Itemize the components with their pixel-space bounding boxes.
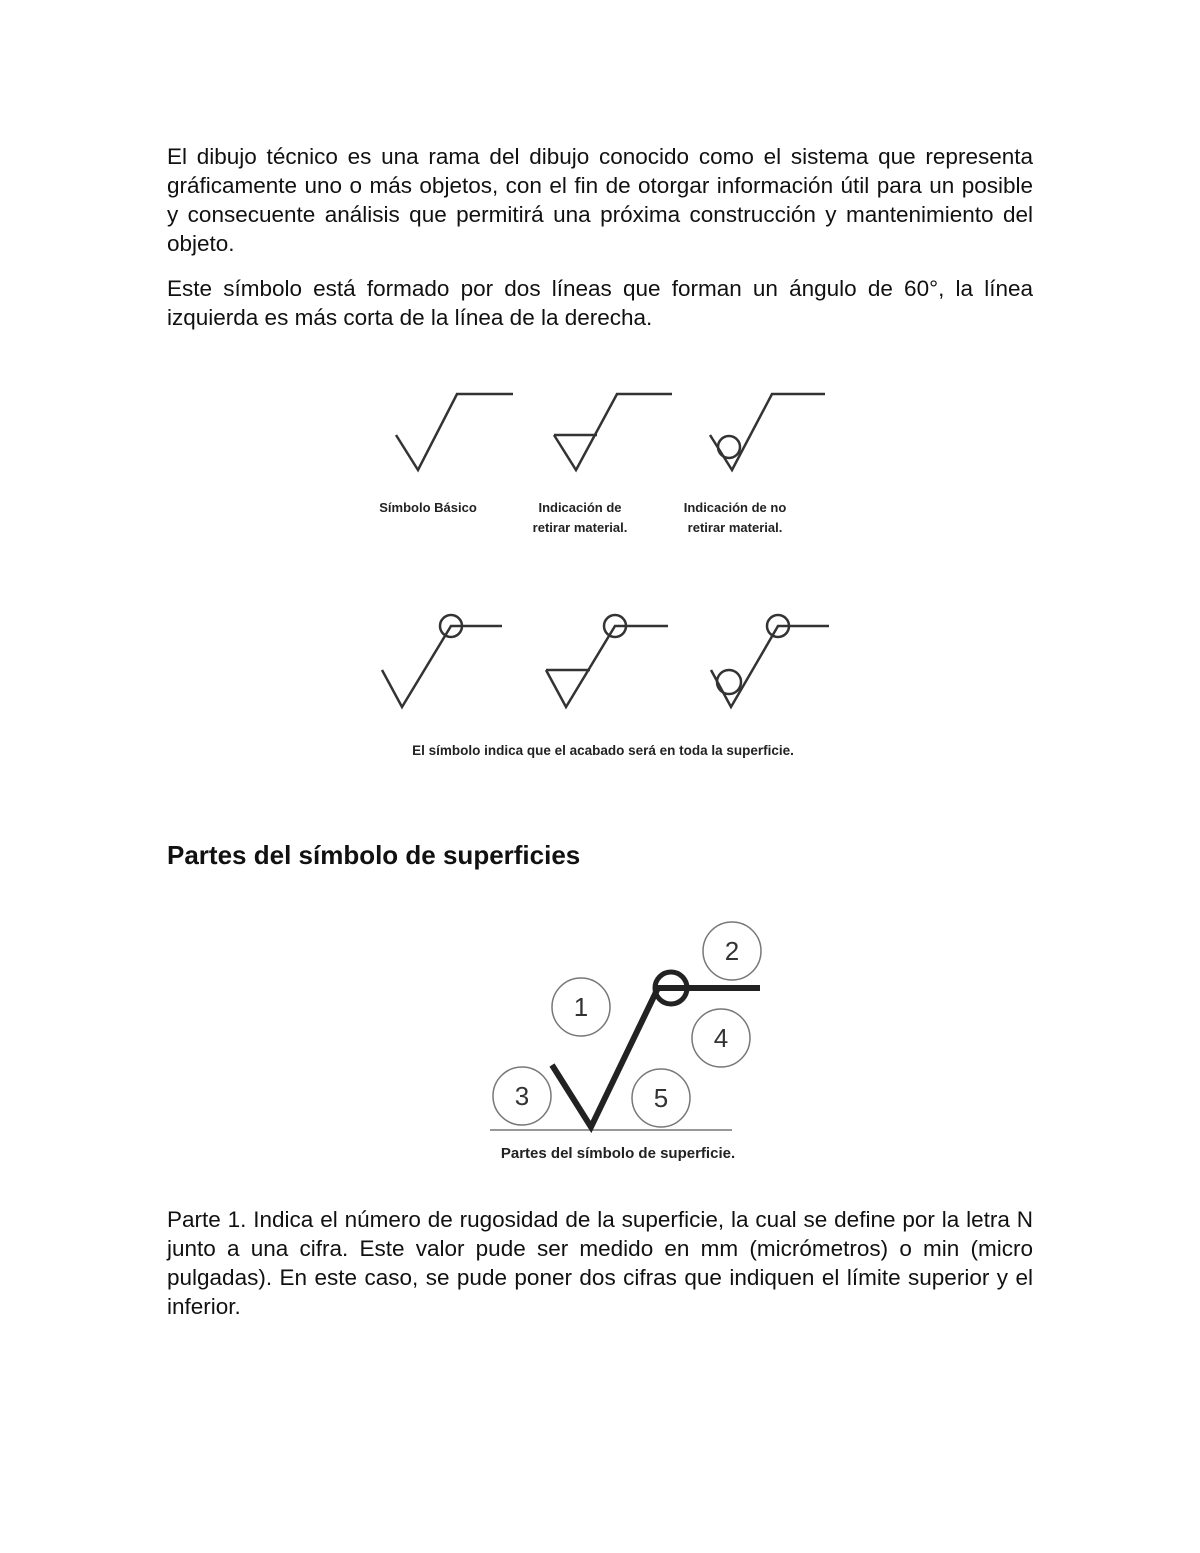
all-around-remove-icon — [546, 626, 668, 707]
figure-basic-symbols — [360, 360, 840, 550]
paragraph-intro: El dibujo técnico es una rama del dibujo conocido como el sistema que representa gráficamente uno o más objetos, con el fin de otorgar información útil para un posible y consecuente análisis que permitirá una próxima construcción y mantenimiento del objeto. — [167, 144, 1033, 256]
caption-noremove-line2: retirar material. — [687, 520, 783, 535]
basic-symbol-icon — [396, 394, 513, 470]
paragraph-symbol-description: Este símbolo está formado por dos líneas que forman un ángulo de 60°, la línea izquierda es más corta de la línea de la derecha. — [167, 276, 1033, 330]
all-around-noremove-inner-circle-icon — [717, 670, 741, 694]
figure-symbol-parts — [480, 910, 780, 1175]
caption-remove-line1: Indicación de — [538, 500, 622, 515]
part-3-label: 3 — [514, 1081, 530, 1111]
caption-all-around: El símbolo indica que el acabado será en toda la superficie. — [412, 743, 794, 758]
part-5-label: 5 — [653, 1083, 669, 1113]
part-2-label: 2 — [724, 936, 740, 966]
figure-all-around-symbols — [360, 590, 870, 770]
no-remove-material-circle-icon — [718, 436, 740, 458]
section-heading: Partes del símbolo de superficies — [167, 840, 581, 870]
remove-material-symbol-icon — [554, 394, 672, 470]
paragraph-part-1: Parte 1. Indica el número de rugosidad de la superficie, la cual se define por la letra N junto a una cifra. Este valor pude ser medido en mm (micrómetros) o min (micro pulgadas). En este caso, se pude poner dos cifras que indiquen el límite superior y el inferior. — [167, 1207, 1033, 1319]
all-around-basic-icon — [382, 626, 502, 707]
part-1-label: 1 — [573, 992, 589, 1022]
caption-symbol-parts: Partes del símbolo de superficie. — [500, 1145, 736, 1162]
caption-basic-symbol: Símbolo Básico — [379, 500, 477, 515]
part-4-label: 4 — [713, 1023, 729, 1053]
caption-noremove-line1: Indicación de no — [683, 500, 787, 515]
caption-remove-line2: retirar material. — [532, 520, 628, 535]
